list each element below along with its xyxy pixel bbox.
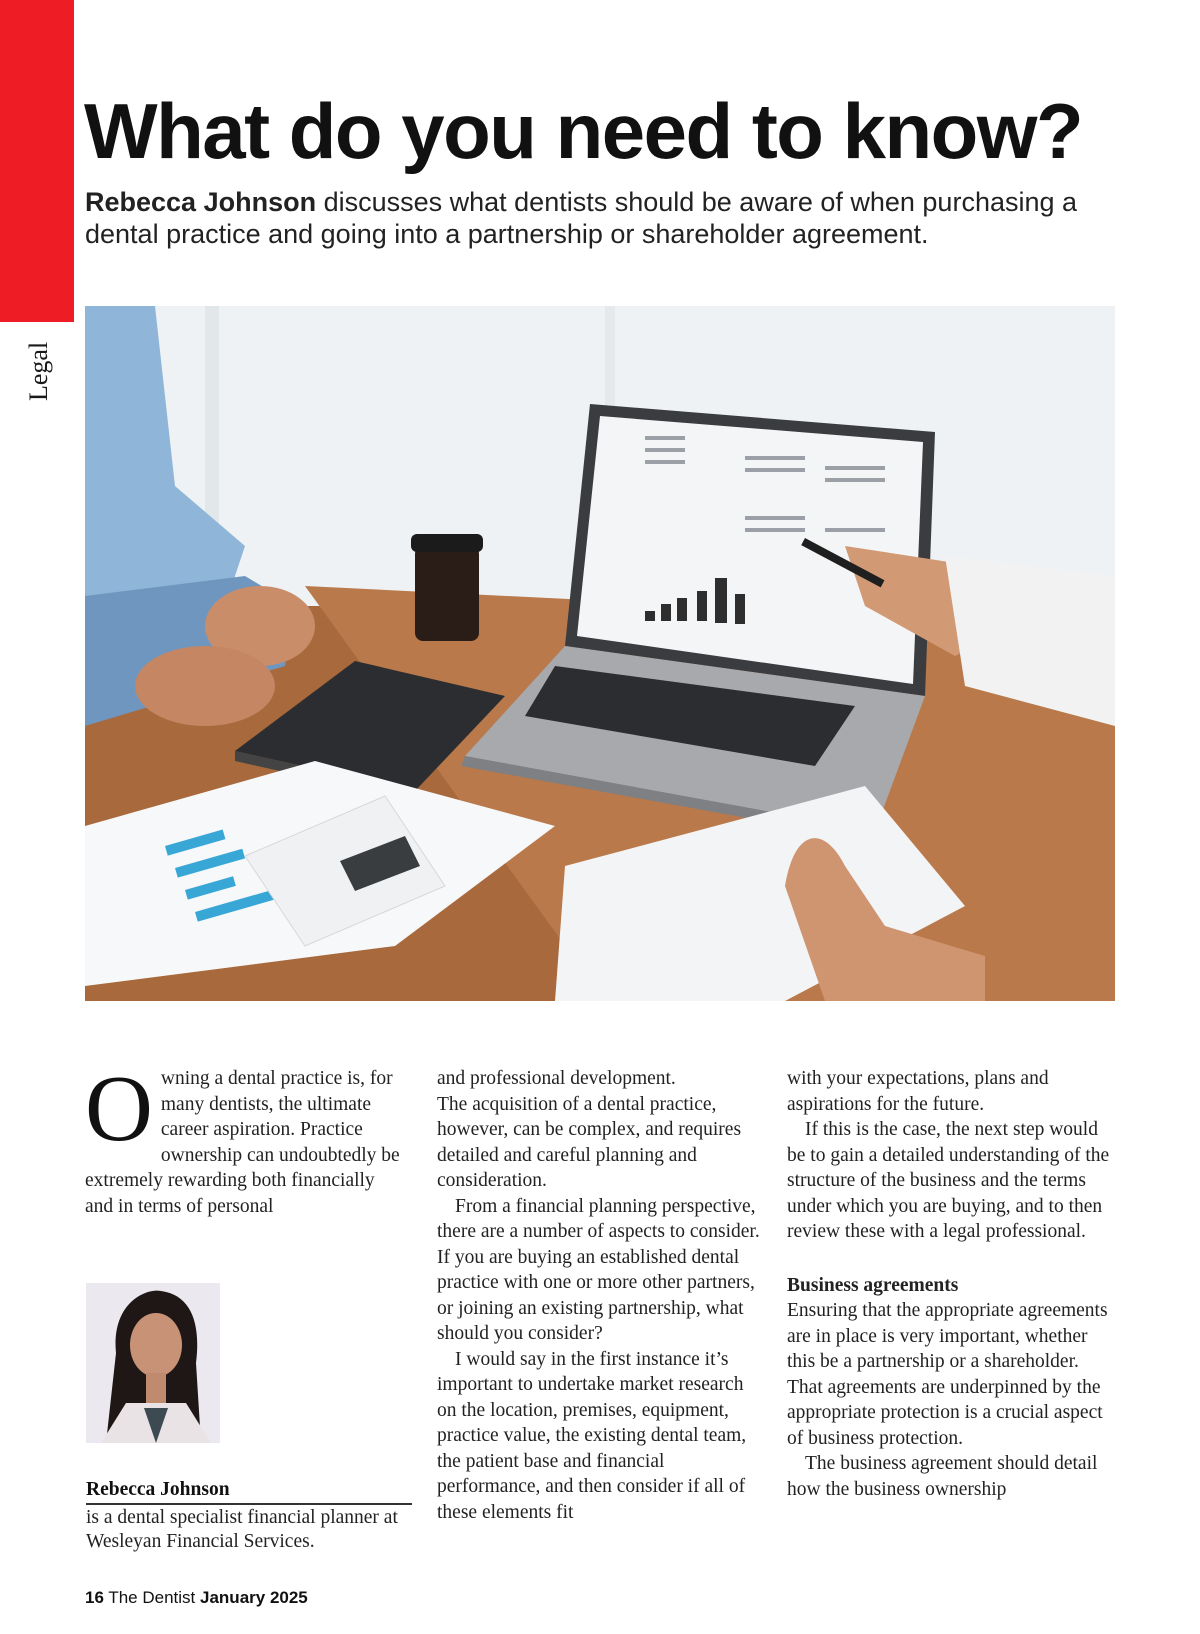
body-column-2: [437, 1066, 767, 1525]
standfirst-author: Rebecca Johnson: [85, 187, 317, 217]
paragraph: Ensuring that the appropriate agreements are in place is very important, whether this be a partnership or a shareholder. That agreements are underpinned by the appropriate protection is a crucial aspect of business protection.: [787, 1300, 1108, 1449]
page-number: 16: [85, 1588, 104, 1607]
hero-illustration: [85, 306, 1115, 1001]
section-label: Legal: [24, 341, 53, 401]
headline: What do you need to know?: [84, 87, 1083, 175]
section-color-bar: [0, 0, 74, 322]
paragraph: The business agreement should detail how the business ownership: [787, 1453, 1098, 1500]
paragraph: and professional development.: [437, 1068, 676, 1089]
page-footer: [85, 1588, 308, 1608]
subheading: Business agreements: [787, 1274, 959, 1296]
paragraph: If this is the case, the next step would be to gain a detailed understanding of the structure of the business and the terms under which you are buying, and to then review these with a legal professional.: [787, 1119, 1110, 1242]
standfirst-text: discusses what dentists should be aware of when purchasing a dental practice and going into a partnership or shareholder agreement.: [85, 187, 1078, 249]
paragraph: I would say in the first instance it’s important to undertake market research on the location, premises, equipment, practice value, the existing dental team, the patient base and financial performance, and then consider if all of these elements fit: [437, 1348, 747, 1523]
standfirst: [85, 186, 1085, 250]
author-portrait: [86, 1283, 220, 1443]
drop-cap: O: [85, 1057, 153, 1161]
author-photo: [86, 1283, 220, 1443]
issue-date: January 2025: [200, 1588, 308, 1607]
paragraph: with your expectations, plans and aspirations for the future.: [787, 1068, 1049, 1115]
lead-paragraph: [85, 1057, 405, 1219]
paragraph: From a financial planning perspective, there are a number of aspects to consider. If you are buying an established dental practice with one or more other partners, or joining an existing partnership, what should you consider?: [437, 1195, 760, 1344]
body-column-1: [85, 1057, 405, 1219]
body-column-3: [787, 1066, 1117, 1502]
lead-text: wning a dental practice is, for many dentists, the ultimate career aspiration. Practice ownership can undoubtedly be extremely rewarding both financially and in terms of personal: [85, 1068, 400, 1217]
paragraph: The acquisition of a dental practice, however, can be complex, and requires detailed and careful planning and consideration.: [437, 1093, 742, 1191]
author-bio: is a dental specialist financial planner at Wesleyan Financial Services.: [86, 1507, 398, 1552]
hero-photo: [85, 306, 1115, 1001]
author-name: Rebecca Johnson: [86, 1478, 412, 1505]
publication-name: The Dentist: [108, 1588, 196, 1607]
